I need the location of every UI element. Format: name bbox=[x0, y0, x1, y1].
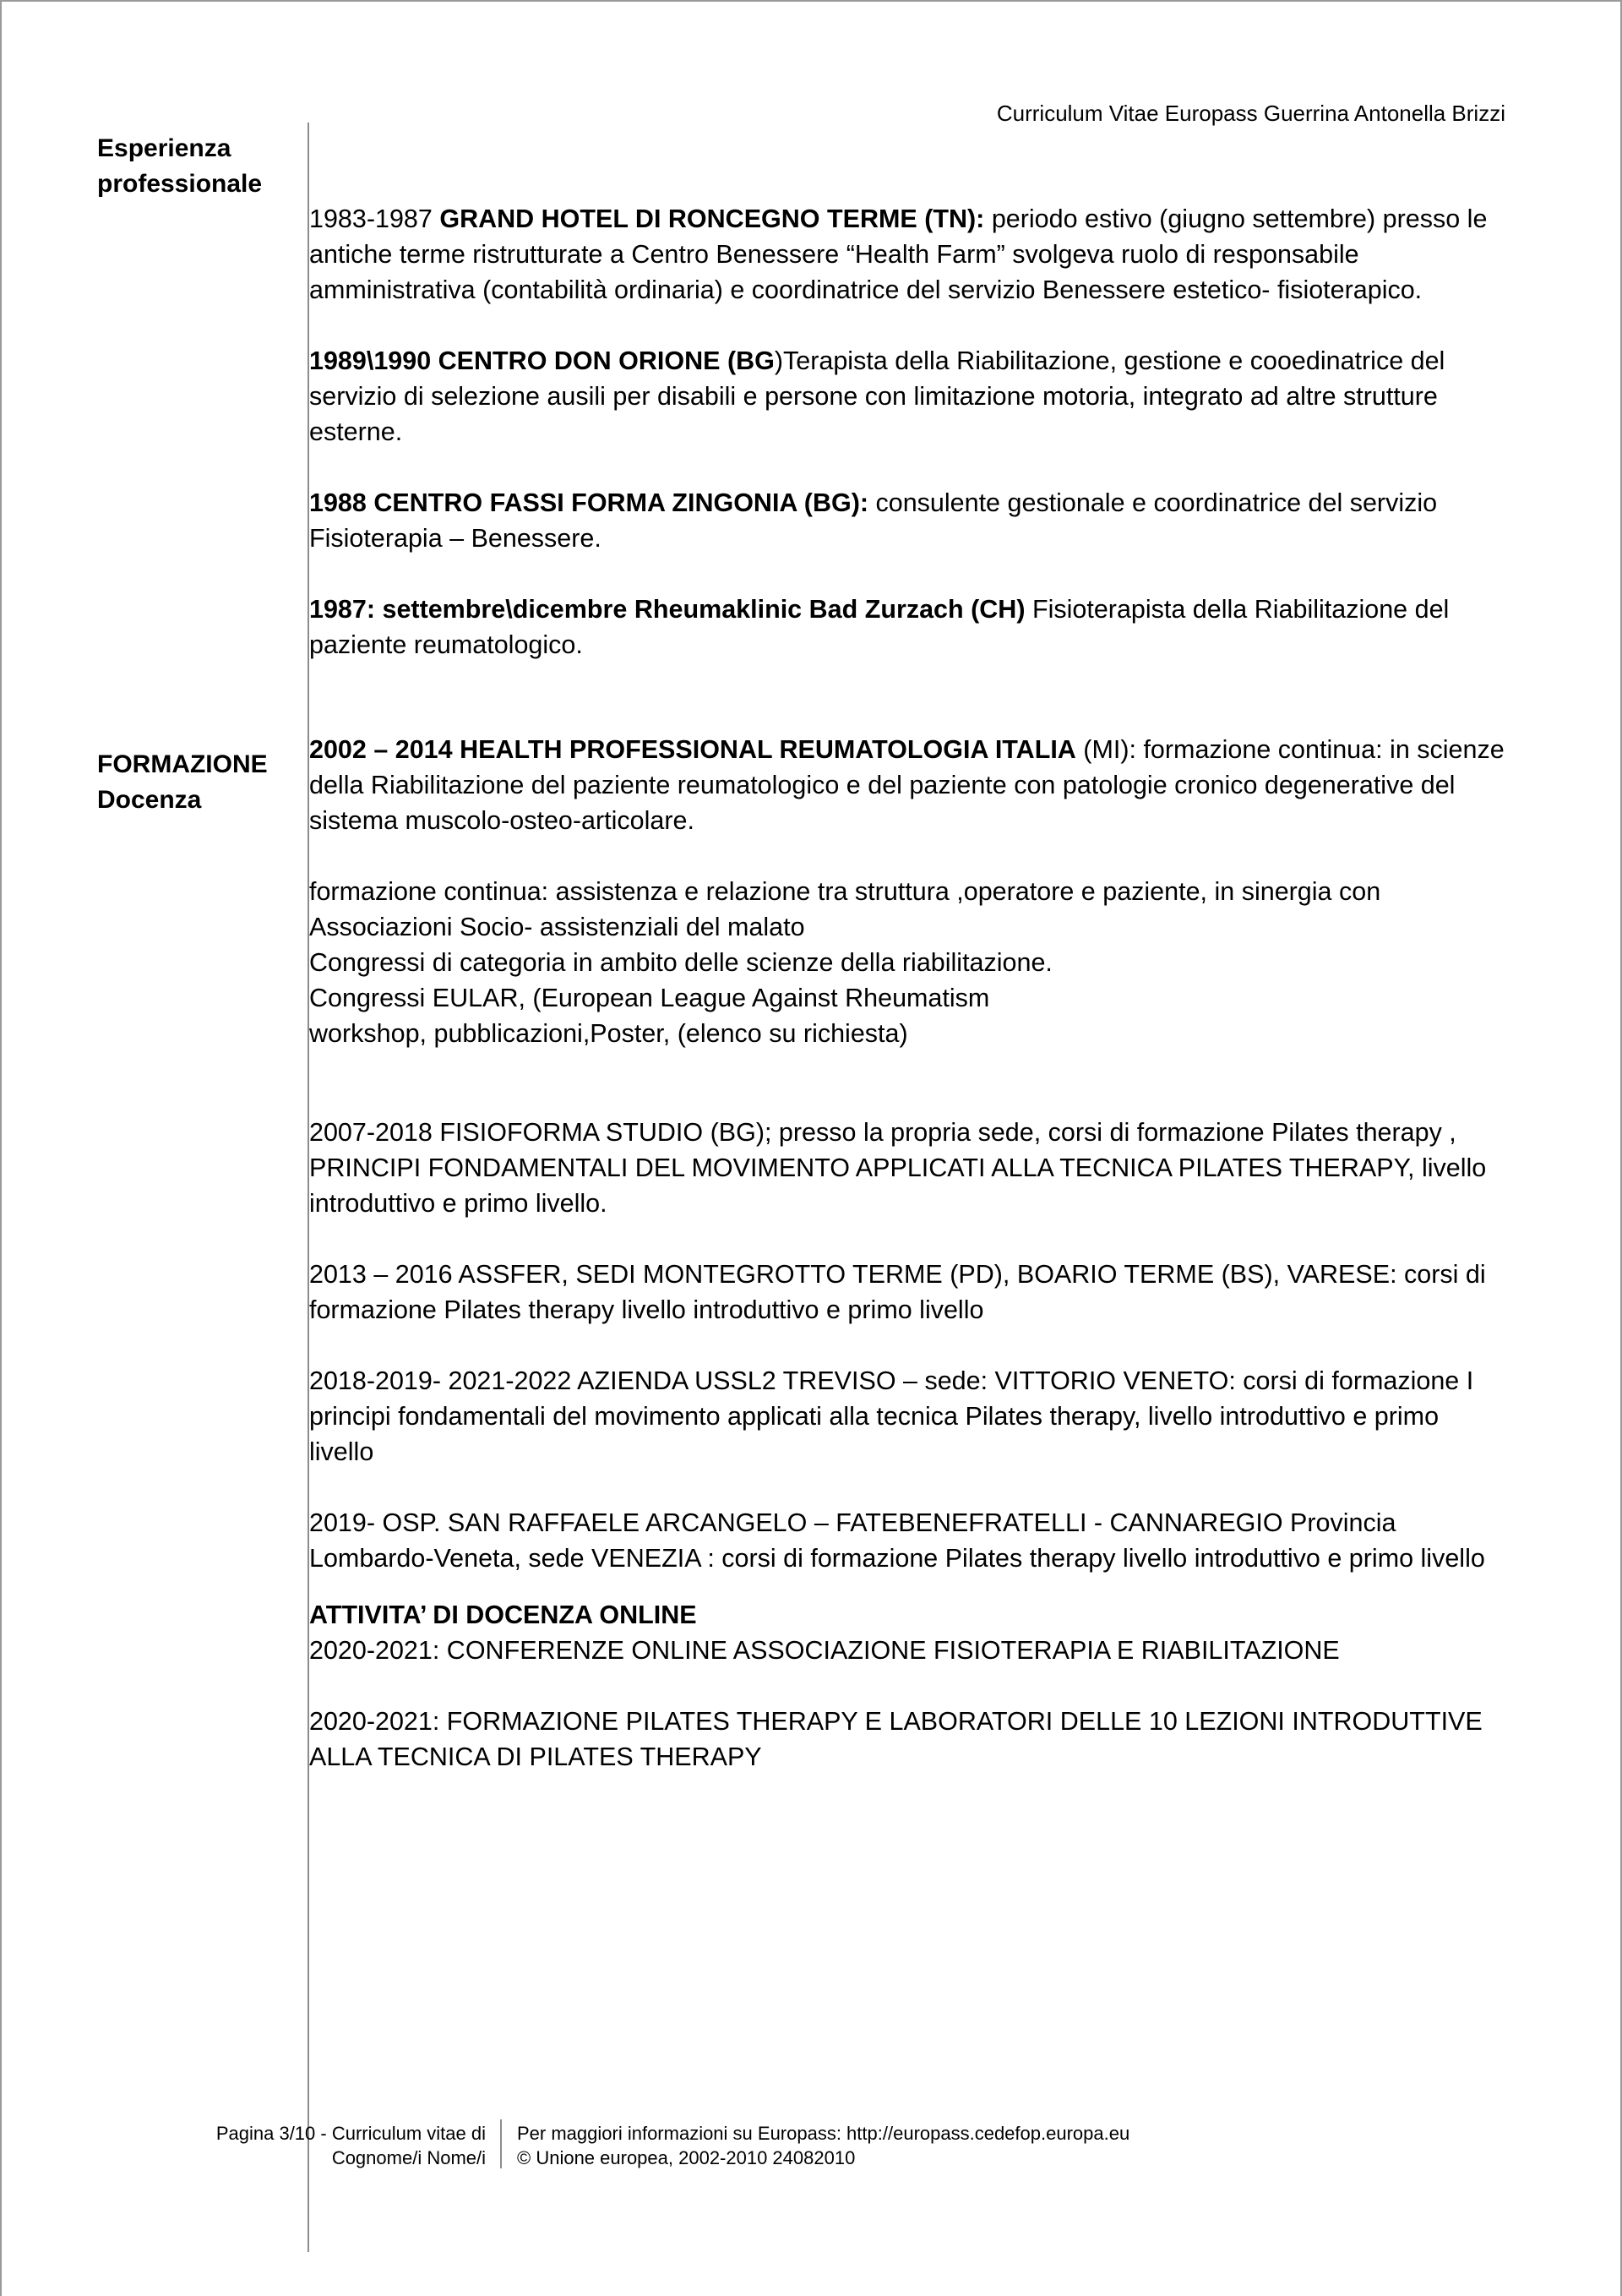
continuing-line: Congressi EULAR, (European League Against Rheumatism bbox=[309, 984, 990, 1012]
experience-label bbox=[97, 131, 300, 202]
entry-title: 1987: settembre\dicembre Rheumaklinic Bad Zurzach (CH) bbox=[309, 595, 1026, 624]
footer-left-line1: Pagina 3/10 - Curriculum vitae di bbox=[215, 2123, 486, 2144]
online-heading-text: ATTIVITA’ DI DOCENZA ONLINE bbox=[309, 1601, 697, 1629]
online-item: 2020-2021: CONFERENZE ONLINE ASSOCIAZIONE FISIOTERAPIA E RIABILITAZIONE bbox=[309, 1636, 1340, 1665]
entry-title: 1989\1990 CENTRO DON ORIONE (BG bbox=[309, 346, 775, 375]
page-header: Curriculum Vitae Europass Guerrina Antonella Brizzi bbox=[996, 101, 1505, 126]
footer-right-line2: © Unione europea, 2002-2010 24082010 bbox=[517, 2147, 856, 2168]
courses-content bbox=[309, 1115, 1509, 1576]
training-content bbox=[309, 732, 1509, 1051]
continuing-line: Congressi di categoria in ambito delle scienze della riabilitazione. bbox=[309, 948, 1053, 977]
online-item: 2020-2021: FORMAZIONE PILATES THERAPY E LABORATORI DELLE 10 LEZIONI INTRODUTTIVE ALLA TECNICA DI PILATES THERAPY bbox=[309, 1707, 1483, 1771]
health-professional-entry bbox=[309, 732, 1509, 838]
course-entry: 2007-2018 FISIOFORMA STUDIO (BG); presso la propria sede, corsi di formazione Pilates therapy , PRINCIPI FONDAMENTALI DEL MOVIMENTO APPLICATI ALLA TECNICA PILATES THERAPY, livello introduttivo e primo livello. bbox=[309, 1118, 1487, 1218]
entry-text: Fisioterapista della Riabilitazione del paziente reumatologico. bbox=[309, 595, 1450, 659]
experience-entry bbox=[309, 485, 1509, 556]
continuing-line: formazione continua: assistenza e relazione tra struttura ,operatore e paziente, in sinergia con Associazioni Socio- assistenziali del malato bbox=[309, 877, 1381, 941]
entry-title: 1988 CENTRO FASSI FORMA ZINGONIA (BG): bbox=[309, 488, 869, 517]
footer-right-line1: Per maggiori informazioni su Europass: http://europass.cedefop.europa.eu bbox=[517, 2123, 1130, 2144]
experience-entry bbox=[309, 343, 1509, 450]
footer-left-line2: Cognome/i Nome/i bbox=[331, 2147, 486, 2168]
entry-text: periodo estivo (giugno settembre) presso le antiche terme ristrutturate a Centro Benessere “Health Farm” svolgeva ruolo di responsabile amministrativa (contabilità ordinaria) e coordinatrice del servizio Benessere estetico- fisioterapico. bbox=[309, 205, 1488, 304]
entry-lead: 1983-1987 bbox=[309, 205, 440, 233]
training-label-line2: Docenza bbox=[97, 786, 202, 814]
course-entry: 2019- OSP. SAN RAFFAELE ARCANGELO – FATEBENEFRATELLI - CANNAREGIO Provincia Lombardo-Veneta, sede VENEZIA : corsi di formazione Pilates therapy livello introduttivo e primo livello bbox=[309, 1508, 1485, 1573]
training-label bbox=[97, 747, 300, 818]
continuing-line: workshop, pubblicazioni,Poster, (elenco su richiesta) bbox=[309, 1019, 908, 1048]
entry-title: GRAND HOTEL DI RONCEGNO TERME (TN): bbox=[439, 205, 985, 233]
entry-title: 2002 – 2014 HEALTH PROFESSIONAL REUMATOLOGIA ITALIA bbox=[309, 735, 1076, 764]
experience-label-line2: professionale bbox=[97, 170, 263, 198]
experience-entry bbox=[309, 201, 1509, 308]
page-border-top bbox=[0, 0, 1622, 2]
entry-text: consulente gestionale e coordinatrice del servizio Fisioterapia – Benessere. bbox=[309, 488, 1438, 553]
entry-text: )Terapista della Riabilitazione, gestione e cooedinatrice del servizio di selezione ausili per disabili e persone con limitazione motoria, integrato ad altre strutture esterne. bbox=[309, 346, 1445, 446]
experience-entry bbox=[309, 592, 1509, 663]
course-entry: 2013 – 2016 ASSFER, SEDI MONTEGROTTO TERME (PD), BOARIO TERME (BS), VARESE: corsi di formazione Pilates therapy livello introduttivo e primo livello bbox=[309, 1260, 1486, 1324]
online-teaching bbox=[309, 1597, 1509, 1775]
experience-label-line1: Esperienza bbox=[97, 134, 231, 162]
training-label-line1: FORMAZIONE bbox=[97, 750, 268, 778]
entry-text: (MI): formazione continua: in scienze della Riabilitazione del paziente reumatologico e del paziente con patologie cronico degenerative del sistema muscolo-osteo-articolare. bbox=[309, 735, 1505, 835]
online-heading bbox=[309, 1597, 1509, 1633]
experience-content bbox=[309, 201, 1509, 663]
footer-europass-info bbox=[517, 2121, 1129, 2170]
footer-separator bbox=[500, 2119, 502, 2168]
page-border-left bbox=[0, 0, 2, 2296]
footer-page-info bbox=[203, 2121, 486, 2170]
course-entry: 2018-2019- 2021-2022 AZIENDA USSL2 TREVISO – sede: VITTORIO VENETO: corsi di formazione I principi fondamentali del movimento applicati alla tecnica Pilates therapy, livello introduttivo e primo livello bbox=[309, 1366, 1474, 1466]
